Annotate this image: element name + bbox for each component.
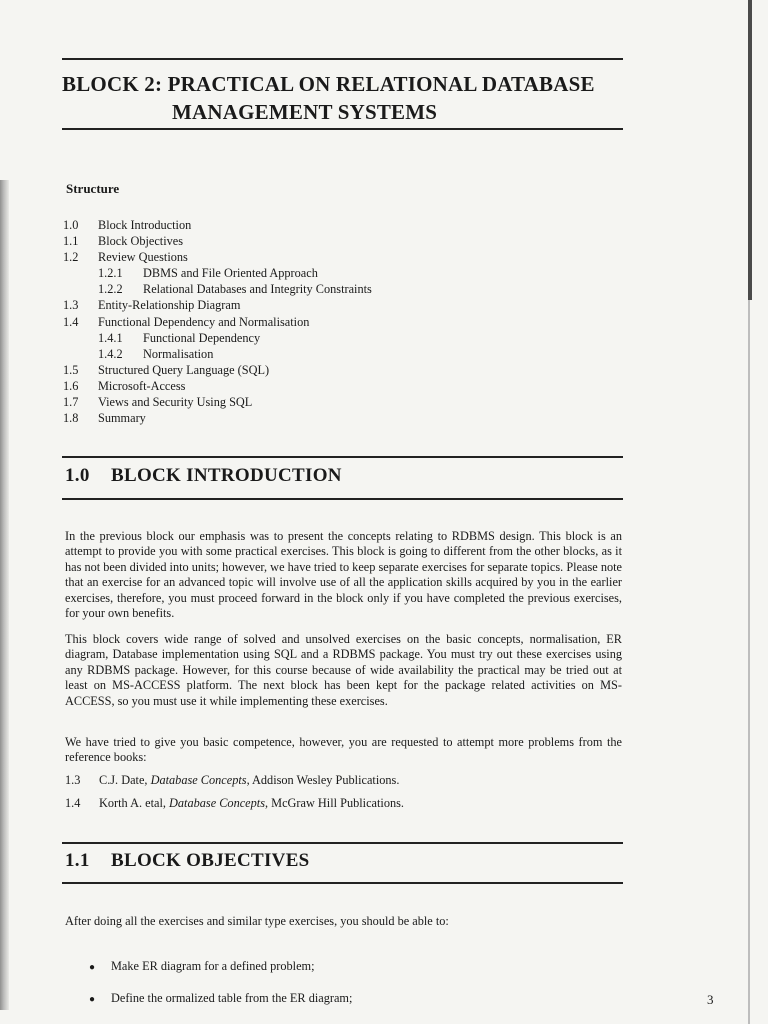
toc-subitem <box>63 346 372 362</box>
block-title-line-1: BLOCK 2: PRACTICAL ON RELATIONAL DATABASE <box>62 72 595 96</box>
intro-bottom-rule <box>62 498 623 500</box>
reference-publisher: , Addison Wesley Publications. <box>246 773 400 787</box>
table-of-contents <box>63 217 372 426</box>
intro-top-rule <box>62 456 623 458</box>
toc-number: 1.4 <box>63 314 79 329</box>
toc-label: Structured Query Language (SQL) <box>98 362 270 377</box>
title-top-rule <box>62 58 623 60</box>
scan-binding-shadow <box>0 180 9 1010</box>
section-number: 1.1 <box>65 850 90 871</box>
page-number: 3 <box>707 992 714 1007</box>
reference-publisher: , McGraw Hill Publications. <box>265 796 405 810</box>
reference-number: 1.4 <box>65 796 81 810</box>
toc-number: 1.2.1 <box>98 266 123 281</box>
objective-bullet <box>89 959 315 974</box>
title-bottom-rule <box>62 128 623 130</box>
toc-label: Relational Databases and Integrity Constraints <box>143 282 372 297</box>
section-number: 1.0 <box>65 465 90 486</box>
section-heading-introduction <box>65 465 342 487</box>
toc-label: Functional Dependency <box>143 330 261 345</box>
reference-author: C.J. Date, <box>99 773 148 787</box>
toc-subitem <box>63 330 372 346</box>
toc-number: 1.2.2 <box>98 282 123 297</box>
structure-heading: Structure <box>66 181 120 196</box>
intro-paragraph-2: This block covers wide range of solved and unsolved exercises on the basic concepts, normalisation, ER diagram, Database implementation using SQL and a RDBMS package. You must try out these exercises using any RDBMS package. However, for this course because of wide availability the practical may be tried out at least on MS-ACCESS platform. The next block has been kept for the package related activities on MS-ACCESS, so you must use it while implementing these exercises. <box>65 632 622 708</box>
toc-number: 1.6 <box>63 378 79 393</box>
bullet-text: Define the ormalized table from the ER diagram; <box>111 991 353 1005</box>
objectives-top-rule <box>62 842 623 844</box>
toc-label: Block Objectives <box>98 234 184 249</box>
block-title-line-2: MANAGEMENT SYSTEMS <box>172 100 438 124</box>
bullet-text: Make ER diagram for a defined problem; <box>111 959 315 973</box>
toc-item <box>63 394 372 410</box>
toc-label: Summary <box>98 411 146 426</box>
section-title: BLOCK OBJECTIVES <box>111 850 310 871</box>
toc-item <box>63 297 372 313</box>
toc-item <box>63 362 372 378</box>
toc-number: 1.2 <box>63 250 79 265</box>
toc-item <box>63 410 372 426</box>
objective-bullet <box>89 991 352 1006</box>
reference-number: 1.3 <box>65 773 81 787</box>
toc-number: 1.5 <box>63 362 79 377</box>
toc-number: 1.3 <box>63 298 79 313</box>
toc-item <box>63 378 372 394</box>
toc-number: 1.7 <box>63 395 79 410</box>
toc-number: 1.4.1 <box>98 330 123 345</box>
bullet-dot-icon: ● <box>89 962 96 973</box>
reference-author: Korth A. etal, <box>99 796 166 810</box>
toc-label: Entity-Relationship Diagram <box>98 298 241 313</box>
toc-item <box>63 314 372 330</box>
reference-book-title: Database Concepts <box>150 773 247 787</box>
toc-number: 1.0 <box>63 218 79 232</box>
toc-item <box>63 217 372 233</box>
section-heading-objectives <box>65 850 310 872</box>
reference-item <box>65 796 404 811</box>
toc-subitem <box>63 281 372 297</box>
reference-book-title: Database Concepts <box>169 796 265 810</box>
toc-number: 1.1 <box>63 234 79 249</box>
toc-label: DBMS and File Oriented Approach <box>143 266 318 281</box>
scan-edge-mark <box>748 0 752 300</box>
toc-subitem <box>63 265 372 281</box>
toc-label: Review Questions <box>98 250 188 265</box>
toc-item <box>63 233 372 249</box>
intro-paragraph-3: We have tried to give you basic competence, however, you are requested to attempt more problems from the reference books: <box>65 735 622 765</box>
toc-label: Microsoft-Access <box>98 378 186 393</box>
toc-label: Block Introduction <box>98 218 192 232</box>
toc-number: 1.4.2 <box>98 346 123 361</box>
toc-label: Normalisation <box>143 346 214 361</box>
bullet-dot-icon: ● <box>89 994 96 1005</box>
objectives-bottom-rule <box>62 882 623 884</box>
toc-number: 1.8 <box>63 411 79 426</box>
reference-item <box>65 773 399 788</box>
section-title: BLOCK INTRODUCTION <box>111 465 342 486</box>
intro-paragraph-1: In the previous block our emphasis was to present the concepts relating to RDBMS design. This block is an attempt to provide you with some practical exercises. This block is going to different from the other blocks, as it has not been divided into units; however, we have tried to keep separate exercises for separate topics. Please note that an exercise for an advanced topic will involve use of all the application skills acquired by you in the earlier exercises, therefore, you must proceed forward in the block only if you have completed the previous exercises, for your own benefits. <box>65 529 622 621</box>
toc-label: Views and Security Using SQL <box>98 395 253 410</box>
objectives-lead: After doing all the exercises and similar type exercises, you should be able to: <box>65 914 449 928</box>
toc-label: Functional Dependency and Normalisation <box>98 314 310 329</box>
block-title <box>62 70 622 126</box>
toc-item <box>63 249 372 265</box>
